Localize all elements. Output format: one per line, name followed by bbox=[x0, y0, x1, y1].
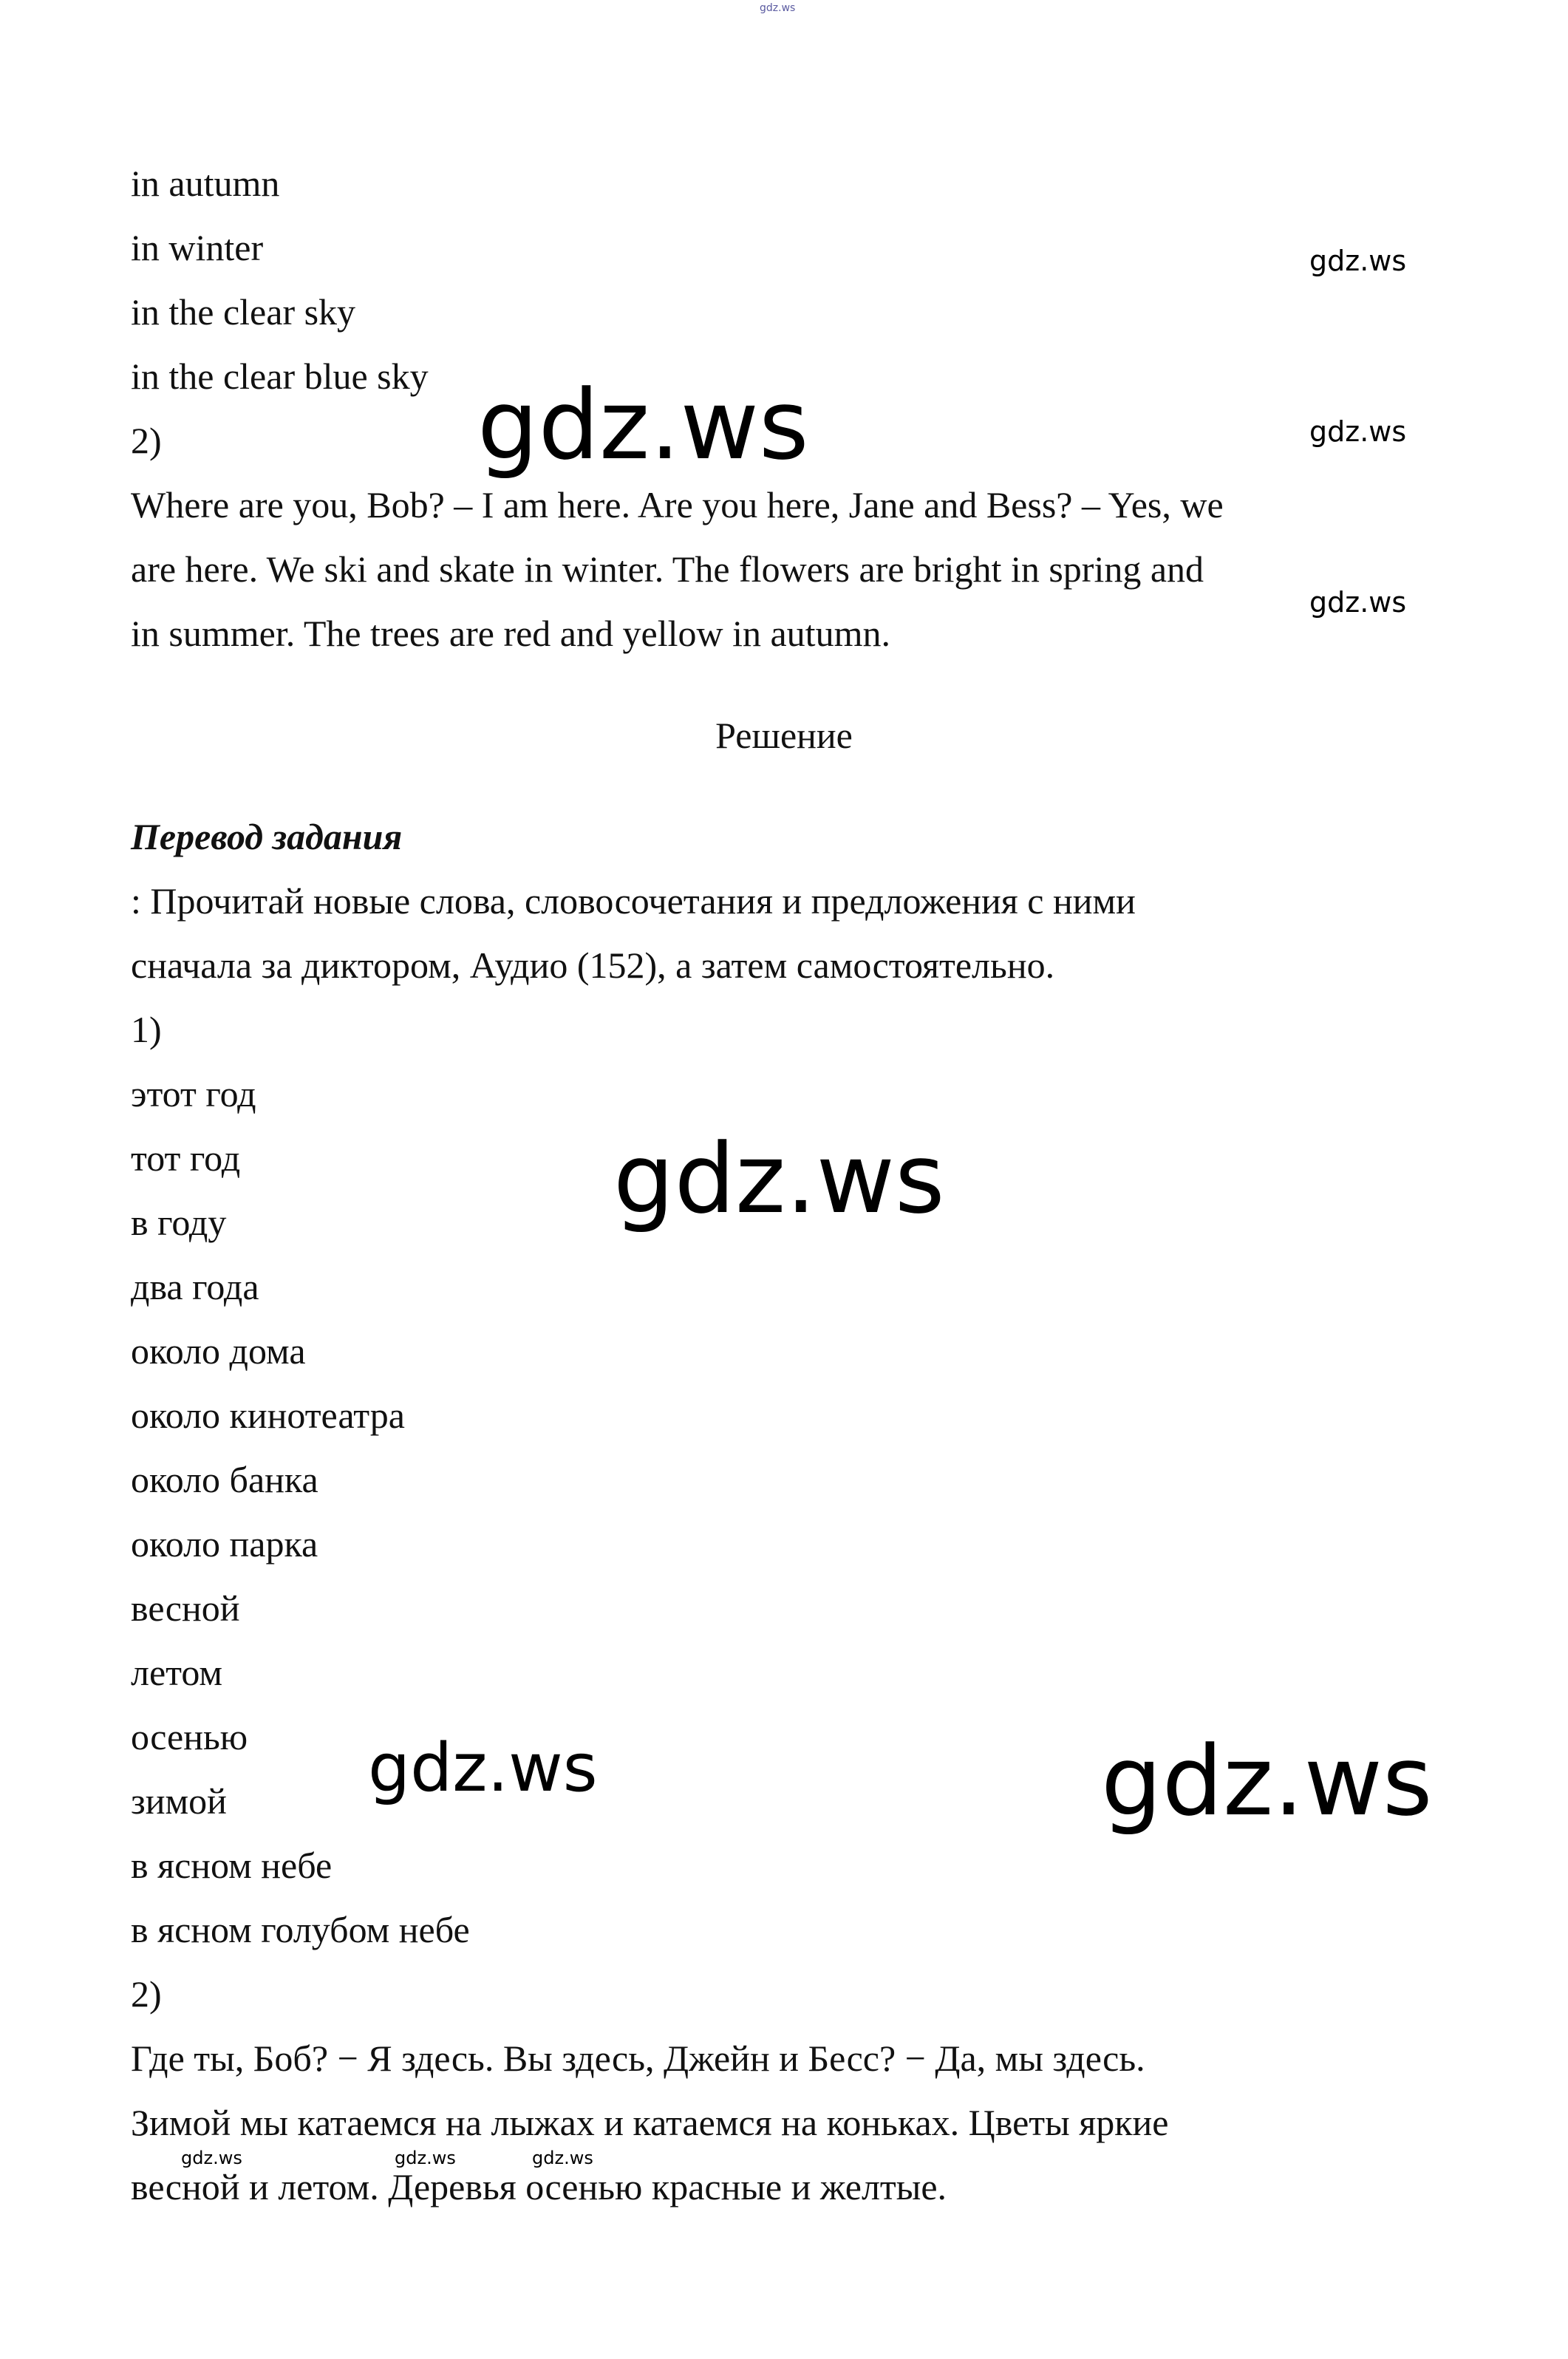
watermark-tiny-2: gdz.ws bbox=[395, 2148, 456, 2168]
english-phrase: in autumn bbox=[131, 163, 280, 204]
translation-phrase: весной bbox=[131, 1587, 240, 1629]
translation-task-line: : Прочитай новые слова, словосочетания и предложения с ними bbox=[131, 880, 1136, 922]
english-paragraph-line: Where are you, Bob? – I am here. Are you here, Jane and Bess? – Yes, we bbox=[131, 484, 1224, 525]
watermark-large-1: gdz.ws bbox=[477, 369, 809, 481]
translation-phrase: осенью bbox=[131, 1716, 248, 1757]
english-phrase: in winter bbox=[131, 227, 264, 268]
watermark-tiny-1: gdz.ws bbox=[181, 2148, 242, 2168]
translation-title: Перевод задания bbox=[131, 816, 403, 857]
translation-phrase: около дома bbox=[131, 1330, 306, 1372]
translation-phrase: два года bbox=[131, 1266, 259, 1307]
watermark-large-2: gdz.ws bbox=[613, 1123, 945, 1235]
translation-phrase: этот год bbox=[131, 1073, 256, 1114]
watermark-tiny-3: gdz.ws bbox=[532, 2148, 593, 2168]
translation-phrase: около банка bbox=[131, 1459, 318, 1500]
english-section-2-number: 2) bbox=[131, 420, 162, 461]
translation-section-2-number: 2) bbox=[131, 1973, 162, 2015]
translation-phrase: в ясном голубом небе bbox=[131, 1909, 470, 1950]
translation-section-1-number: 1) bbox=[131, 1009, 162, 1050]
english-paragraph-line: are here. We ski and skate in winter. The flowers are bright in spring and bbox=[131, 548, 1204, 590]
watermark-small-3: gdz.ws bbox=[1309, 586, 1407, 619]
translation-paragraph-line: Зимой мы катаемся на лыжах и катаемся на коньках. Цветы яркие bbox=[131, 2102, 1169, 2143]
translation-task-line: сначала за диктором, Аудио (152), а затем самостоятельно. bbox=[131, 944, 1055, 986]
translation-phrase: в году bbox=[131, 1202, 227, 1243]
solution-heading: Решение bbox=[715, 715, 853, 756]
watermark-large-3: gdz.ws bbox=[1101, 1725, 1433, 1837]
watermark-top: gdz.ws bbox=[760, 2, 796, 14]
translation-paragraph-line: весной и летом. Деревья осенью красные и желтые. bbox=[131, 2166, 947, 2207]
english-phrase: in the clear sky bbox=[131, 291, 356, 333]
translation-phrase: зимой bbox=[131, 1780, 227, 1822]
english-paragraph-line: in summer. The trees are red and yellow in autumn. bbox=[131, 613, 890, 654]
watermark-medium: gdz.ws bbox=[368, 1729, 598, 1807]
translation-phrase: летом bbox=[131, 1652, 223, 1693]
translation-paragraph-line: Где ты, Боб? − Я здесь. Вы здесь, Джейн и Бесс? − Да, мы здесь. bbox=[131, 2038, 1145, 2079]
watermark-small-2: gdz.ws bbox=[1309, 415, 1407, 448]
translation-phrase: около парка bbox=[131, 1523, 318, 1565]
translation-phrase: тот год bbox=[131, 1137, 241, 1179]
english-phrase: in the clear blue sky bbox=[131, 355, 429, 397]
translation-phrase: около кинотеатра bbox=[131, 1395, 405, 1436]
translation-phrase: в ясном небе bbox=[131, 1845, 333, 1886]
watermark-small-1: gdz.ws bbox=[1309, 245, 1407, 277]
